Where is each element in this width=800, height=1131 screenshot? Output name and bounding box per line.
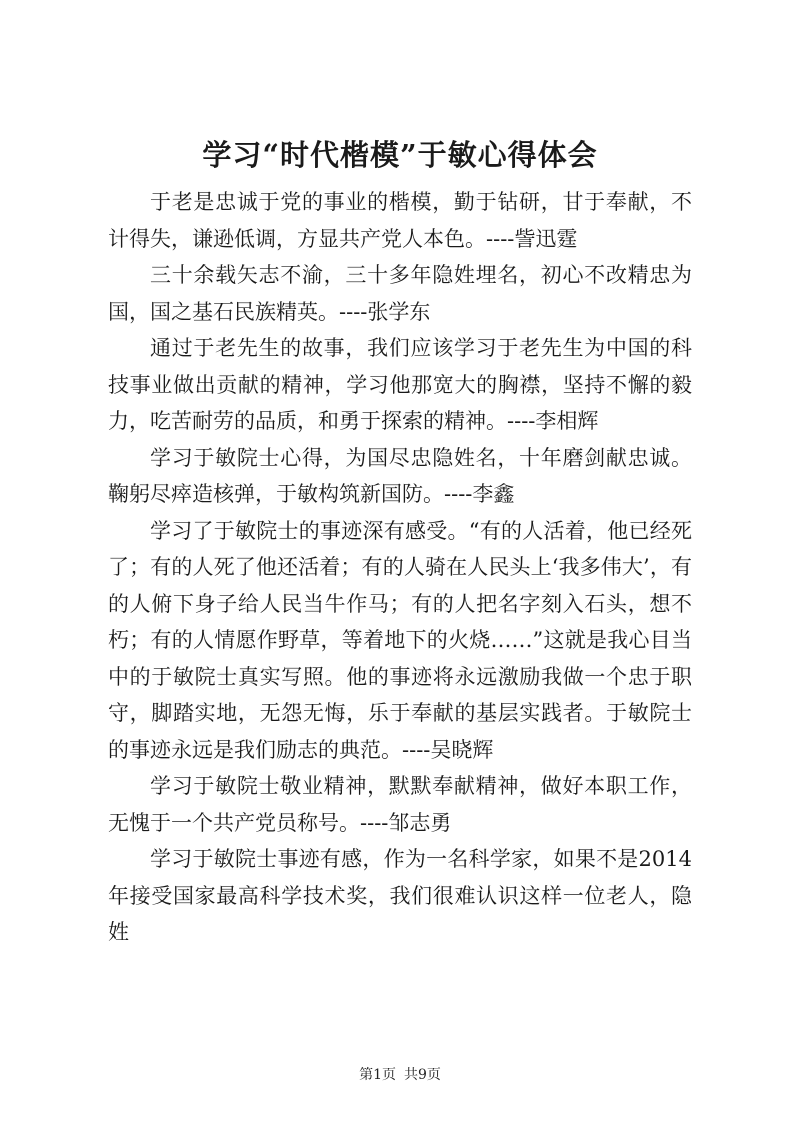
paragraph: 学习于敏院士心得，为国尽忠隐姓名，十年磨剑献忠诚。鞠躬尽瘁造核弹，于敏构筑新国防。----李鑫 (108, 445, 692, 506)
paragraph: 学习于敏院士事迹有感，作为一名科学家，如果不是2014年接受国家最高科学技术奖，我们很难认识这样一位老人，隐姓 (108, 847, 692, 944)
paragraph: 学习了于敏院士的事迹深有感受。“有的人活着，他已经死了；有的人死了他还活着；有的人骑在人民头上‘我多伟大’，有的人俯下身子给人民当牛作马；有的人把名字刻入石头，想不朽；有的人情愿作野草，等着地下的火烧……”这就是我心目当中的于敏院士真实写照。他的事迹将永远激励我做一个忠于职守，脚踏实地，无怨无悔，乐于奉献的基层实践者。于敏院士的事迹永远是我们励志的典范。----吴晓辉 (108, 518, 692, 762)
paragraph: 学习于敏院士敬业精神，默默奉献精神，做好本职工作，无愧于一个共产党员称号。----邹志勇 (108, 774, 692, 835)
page-number-total: 共9页 (404, 1067, 441, 1083)
paragraph: 三十余载矢志不渝，三十多年隐姓埋名，初心不改精忠为国，国之基石民族精英。----张学东 (108, 263, 692, 324)
document-body (108, 184, 692, 951)
paragraph: 于老是忠诚于党的事业的楷模，勤于钻研，甘于奉献，不计得失，谦逊低调，方显共产党人本色。----訾迅霆 (108, 190, 692, 251)
page-footer (0, 1065, 800, 1085)
paragraph: 通过于老先生的故事，我们应该学习于老先生为中国的科技事业做出贡献的精神，学习他那宽大的胸襟，坚持不懈的毅力，吃苦耐劳的品质，和勇于探索的精神。----李相辉 (108, 336, 692, 433)
page-number-current: 第1页 (359, 1067, 396, 1083)
document-title: 学习“时代楷模”于敏心得体会 (202, 138, 598, 172)
